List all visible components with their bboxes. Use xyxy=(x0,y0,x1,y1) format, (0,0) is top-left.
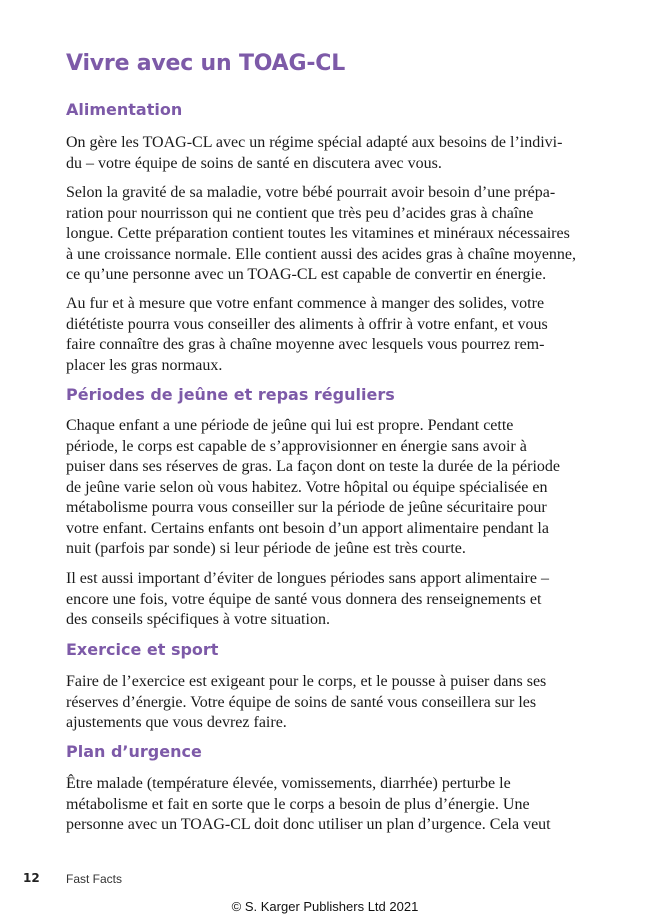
page-title: Vivre avec un TOAG-CL xyxy=(66,51,346,76)
text-line: Faire de l’exercice est exigeant pour le corps, et le pousse à puiser dans ses xyxy=(66,673,547,690)
text-line: longue. Cette préparation contient toutes les vitamines et minéraux nécessaires xyxy=(66,225,570,242)
paragraph xyxy=(66,416,606,560)
text-line: ration pour nourrisson qui ne contient que très peu d’acides gras à chaîne xyxy=(66,204,534,222)
text-line: de jeûne varie selon où vous habitez. Votre hôpital ou équipe spécialisée en xyxy=(66,478,548,496)
series-name: Fast Facts xyxy=(66,872,123,886)
section-heading-periodes-de-jeune: Périodes de jeûne et repas réguliers xyxy=(66,385,395,404)
page-number: 12 xyxy=(23,871,40,885)
paragraph xyxy=(66,183,606,286)
text-line: encore une fois, votre équipe de santé vous donnera des renseignements et xyxy=(66,590,542,608)
paragraph xyxy=(66,672,606,734)
text-line: Être malade (température élevée, vomissements, diarrhée) perturbe le xyxy=(66,775,511,792)
text-line: Chaque enfant a une période de jeûne qui lui est propre. Pendant cette xyxy=(66,417,514,434)
text-line: ajustements que vous devrez faire. xyxy=(66,714,287,731)
text-line: Il est aussi important d’éviter de longues périodes sans apport alimentaire – xyxy=(66,570,549,587)
text-line: réserves d’énergie. Votre équipe de soins de santé vous conseillera sur les xyxy=(66,693,537,711)
text-line: à une croissance normale. Elle contient aussi des acides gras à chaîne moyenne, xyxy=(66,245,577,263)
text-line: personne avec un TOAG-CL doit donc utiliser un plan d’urgence. Cela veut xyxy=(66,816,551,833)
section-heading-plan-d-urgence: Plan d’urgence xyxy=(66,742,202,761)
text-line: On gère les TOAG-CL avec un régime spécial adapté aux besoins de l’indivi- xyxy=(66,134,563,151)
paragraph xyxy=(66,569,606,631)
text-line: du – votre équipe de soins de santé en discutera avec vous. xyxy=(66,154,442,172)
text-line: des conseils spécifiques à votre situation. xyxy=(66,611,330,628)
text-line: période, le corps est capable de s’approvisionner en énergie sans avoir à xyxy=(66,437,527,455)
text-line: ce qu’une personne avec un TOAG-CL est capable de convertir en énergie. xyxy=(66,266,547,283)
text-line: métabolisme pourra vous conseiller sur la période de jeûne sécuritaire pour xyxy=(66,499,547,516)
text-line: Au fur et à mesure que votre enfant commence à manger des solides, votre xyxy=(66,295,545,312)
copyright-notice: © S. Karger Publishers Ltd 2021 xyxy=(231,899,419,914)
text-line: votre enfant. Certains enfants ont besoin d’un apport alimentaire pendant la xyxy=(66,519,549,537)
section-heading-exercice-et-sport: Exercice et sport xyxy=(66,640,219,659)
text-line: nuit (parfois par sonde) si leur période de jeûne est très courte. xyxy=(66,540,466,557)
text-line: diététiste pourra vous conseiller des aliments à offrir à votre enfant, et vous xyxy=(66,315,548,333)
text-line: métabolisme et fait en sorte que le corps a besoin de plus d’énergie. Une xyxy=(66,795,530,813)
paragraph xyxy=(66,774,606,836)
paragraph xyxy=(66,133,606,174)
section-heading-alimentation: Alimentation xyxy=(66,100,183,119)
text-line: puiser dans ses réserves de gras. La façon dont on teste la durée de la période xyxy=(66,458,561,475)
text-line: faire connaître des gras à chaîne moyenne avec lesquels vous pourrez rem- xyxy=(66,336,545,353)
text-line: placer les gras normaux. xyxy=(66,356,223,374)
paragraph xyxy=(66,294,606,376)
text-line: Selon la gravité de sa maladie, votre bébé pourrait avoir besoin d’une prépa- xyxy=(66,184,556,201)
